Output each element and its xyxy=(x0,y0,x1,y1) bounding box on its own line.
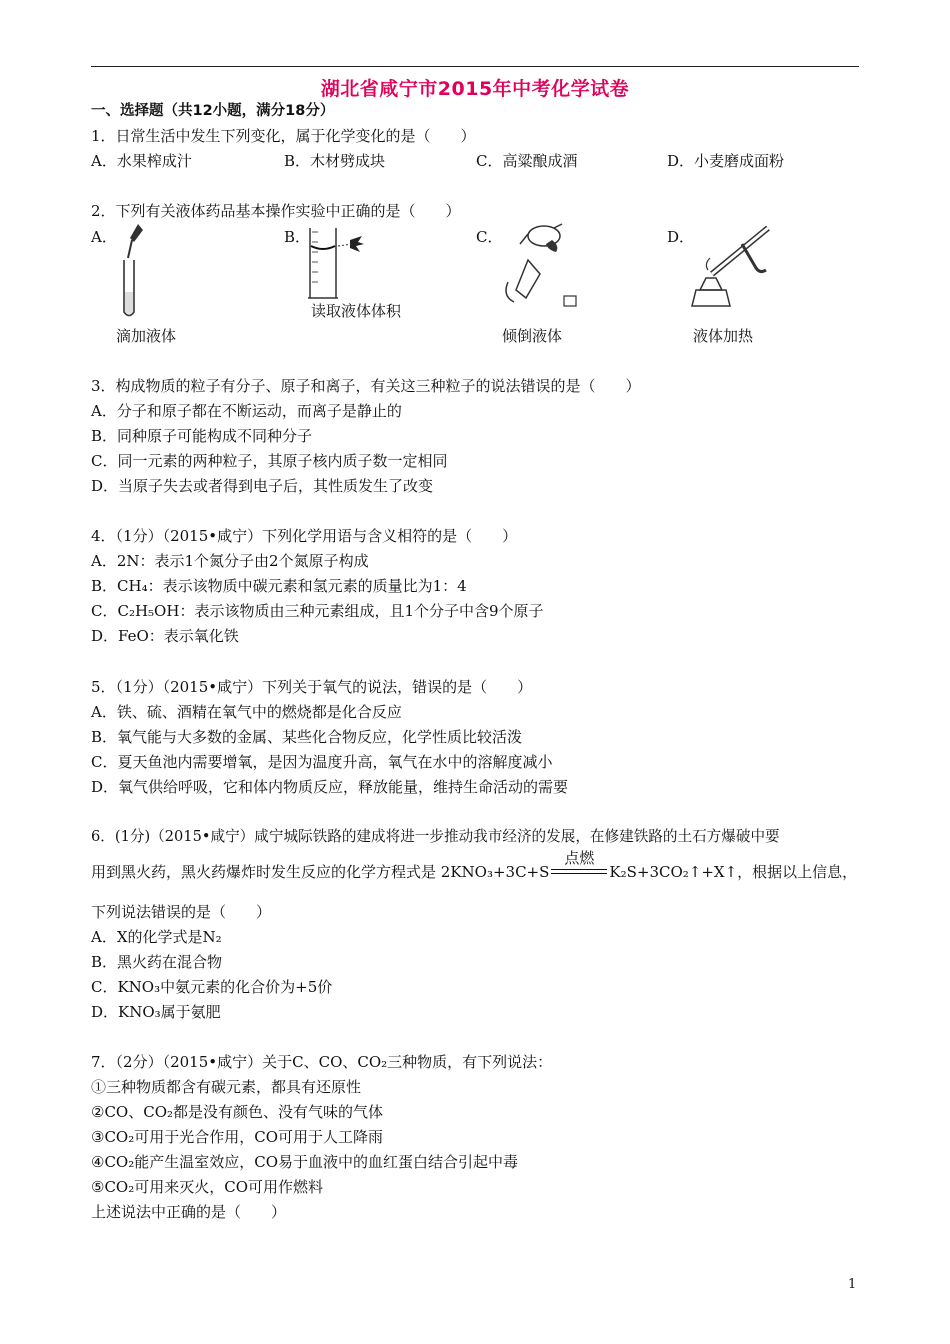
q6-equation-line xyxy=(91,849,858,882)
q4-option-d: D．FeO：表示氧化铁 xyxy=(91,627,239,645)
q3-option-d: D．当原子失去或者得到电子后，其性质发生了改变 xyxy=(91,477,434,495)
reaction-condition: 点燃 xyxy=(564,849,595,867)
q2-caption-d: 液体加热 xyxy=(693,327,754,345)
q1-option-c: C．高粱酿成酒 xyxy=(476,152,578,170)
q5-stem: 5．（1分）（2015•咸宁）下列关于氧气的说法，错误的是（ ） xyxy=(91,678,533,696)
q7-question: 上述说法中正确的是（ ） xyxy=(91,1203,287,1221)
q4-option-a: A．2N：表示1个氮分子由2个氮原子构成 xyxy=(91,552,369,570)
q7-statement-5: ⑤CO₂可用来灭火，CO可用作燃料 xyxy=(91,1178,324,1196)
q1-option-b: B．木材劈成块 xyxy=(284,152,386,170)
q3-option-c: C．同一元素的两种粒子，其原子核内质子数一定相同 xyxy=(91,452,448,470)
q6-stem-line1: 6．(1分)（2015•咸宁）咸宁城际铁路的建成将进一步推动我市经济的发展，在修建铁路的土石方爆破中要 xyxy=(91,828,780,845)
heating-figure xyxy=(686,220,781,315)
q2-option-b: B． xyxy=(284,228,311,246)
q5-option-a: A．铁、硫、酒精在氧气中的燃烧都是化合反应 xyxy=(91,703,402,721)
q2-caption-c: 倾倒液体 xyxy=(502,327,563,345)
q3-option-b: B．同种原子可能构成不同种分子 xyxy=(91,427,313,445)
page-number: 1 xyxy=(848,1277,857,1292)
section-heading: 一、选择题（共12小题，满分18分） xyxy=(91,103,335,119)
q6-stem-line3: 下列说法错误的是（ ） xyxy=(91,903,272,921)
q2-stem: 2．下列有关液体药品基本操作实验中正确的是（ ） xyxy=(91,202,461,220)
q6-equation-rhs: K₂S+3CO₂↑+X↑，根据以上信息， xyxy=(609,863,858,881)
q2-option-d: D． xyxy=(667,228,695,246)
q1-stem: 1．日常生活中发生下列变化，属于化学变化的是（ ） xyxy=(91,127,476,145)
q5-option-d: D．氧气供给呼吸，它和体内物质反应，释放能量，维持生命活动的需要 xyxy=(91,778,569,796)
q3-stem: 3．构成物质的粒子有分子、原子和离子，有关这三种粒子的说法错误的是（ ） xyxy=(91,377,641,395)
pouring-figure xyxy=(498,220,588,315)
q7-stem: 7．（2分）（2015•咸宁）关于C、CO、CO₂三种物质，有下列说法： xyxy=(91,1053,553,1071)
q7-statement-3: ③CO₂可用于光合作用，CO可用于人工降雨 xyxy=(91,1128,384,1146)
q7-statement-1: ①三种物质都含有碳元素，都具有还原性 xyxy=(91,1078,362,1096)
q1-option-d: D．小麦磨成面粉 xyxy=(667,152,785,170)
q2-caption-a: 滴加液体 xyxy=(116,327,177,345)
q4-option-b: B．CH₄：表示该物质中碳元素和氢元素的质量比为1：4 xyxy=(91,577,467,595)
q2-caption-b: 读取液体体积 xyxy=(311,302,402,320)
header-rule xyxy=(91,66,859,67)
q5-option-b: B．氧气能与大多数的金属、某些化合物反应，化学性质比较活泼 xyxy=(91,728,523,746)
q3-option-a: A．分子和原子都在不断运动，而离子是静止的 xyxy=(91,402,402,420)
q6-option-b: B．黑火药在混合物 xyxy=(91,953,223,971)
q2-option-c: C． xyxy=(476,228,503,246)
reaction-arrow xyxy=(549,849,609,882)
q1-option-a: A．水果榨成汁 xyxy=(91,152,192,170)
page-title: 湖北省咸宁市2015年中考化学试卷 xyxy=(320,78,630,100)
q6-option-a: A．X的化学式是N₂ xyxy=(91,928,222,946)
q6-equation-lhs: 用到黑火药，黑火药爆炸时发生反应的化学方程式是 2KNO₃+3C+S xyxy=(91,863,550,881)
q4-stem: 4．（1分）（2015•咸宁）下列化学用语与含义相符的是（ ） xyxy=(91,527,518,545)
dropper-figure xyxy=(112,220,152,320)
cylinder-reading-figure xyxy=(300,222,380,302)
q6-option-d: D．KNO₃属于氨肥 xyxy=(91,1003,221,1021)
q7-statement-2: ②CO、CO₂都是没有颜色、没有气味的气体 xyxy=(91,1103,384,1121)
q2-option-a: A． xyxy=(91,228,117,246)
q6-option-c: C．KNO₃中氨元素的化合价为+5价 xyxy=(91,978,333,996)
q7-statement-4: ④CO₂能产生温室效应，CO易于血液中的血红蛋白结合引起中毒 xyxy=(91,1153,519,1171)
q5-option-c: C．夏天鱼池内需要增氧，是因为温度升高，氧气在水中的溶解度减小 xyxy=(91,753,553,771)
q4-option-c: C．C₂H₅OH：表示该物质由三种元素组成，且1个分子中含9个原子 xyxy=(91,602,544,620)
